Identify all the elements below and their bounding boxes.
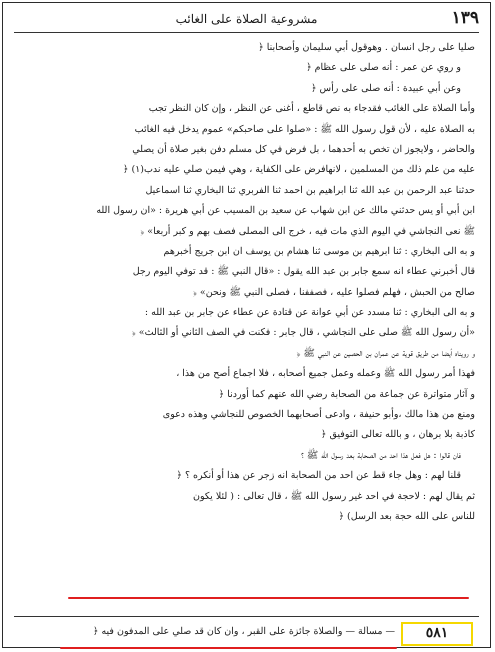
red-underline-mark-footer <box>60 647 397 649</box>
page-number: ١٣٩ <box>451 8 479 28</box>
text-line: وأما الصلاة على الغائب فقدجاء به نص قاطع ، أغنى عن النظر ، وإن كان النظر تجب <box>148 103 475 115</box>
text-line: ومنع من هذا مالك ،وأبو حنيفة ، وادعى أصحابهما الخصوص للنجاشي وهذه دعوى <box>162 409 475 421</box>
issue-heading: — مسألة — والصلاة جائزة على القبر ، وان كان قد صلي على المدفون فيه ﴿ <box>92 626 395 637</box>
text-line: عليه من علم ذلك من المسلمين ، لانهافرض على الكفاية ، وهي فيمن صلي عليه ندب(١) ﴿ <box>122 164 475 176</box>
issue-number-box: ٥٨١ <box>401 622 473 646</box>
header-rule <box>14 32 479 33</box>
text-line: و روي عن عمر : أنه صلى على عظام ﴿ <box>306 62 461 74</box>
body-text <box>18 38 475 527</box>
text-line: فهذا أمر رسول الله ﷺ وعمله وعمل جميع أصحابه ، فلا اجماع أصح من هذا ، <box>176 368 475 380</box>
issue-row <box>14 622 479 646</box>
text-line: و آثار متواترة عن جماعة من الصحابة رضي الله عنهم كما أوردنا ﴿ <box>218 388 475 400</box>
text-line: والحاضر ، ولايجوز ان تخص به أحدهما ، بل فرض في كل مسلم دفن بغير صلاة أن يصلي <box>132 143 475 155</box>
text-line: و رويناه أيضا من طريق قوية عن عمران بن الحصين عن النبي ﷺ ﴿ <box>296 347 475 359</box>
text-line: فان قالوا : هل فعل هذا احد من الصحابة بعد رسول الله ﷺ ؟ <box>301 449 461 461</box>
text-line: للناس على الله حجة بعد الرسل) ﴿ <box>338 510 475 522</box>
text-line: ﷺ نعى النجاشي في اليوم الذي مات فيه ، خرج الى المصلى فصف بهم و كبر أربعا» ﴿ <box>140 225 475 237</box>
text-line-underlined: ثم يقال لهم : لاحجة في احد غير رسول الله ﷺ ، قال تعالى : ( لئلا يكون <box>193 490 475 502</box>
footer-rule <box>14 616 479 617</box>
text-line: وعن أبي عبيدة : أنه صلى على رأس ﴿ <box>310 82 461 94</box>
text-line: «أن رسول الله ﷺ صلى على النجاشي ، قال جابر : فكنت في الصف الثاني أو الثالث» ﴿ <box>131 327 475 339</box>
text-line: و به الى البخاري : ثنا ابرهيم بن موسى ثنا هشام بن يوسف ان ابن جريج أخبرهم <box>163 245 475 257</box>
text-line: قلنا لهم : وهل جاء قط عن احد من الصحابة انه زجر عن هذا أو أنكره ؟ ﴿ <box>176 470 461 482</box>
text-line: حدثنا عبد الرحمن بن عبد الله ثنا ابراهيم بن احمد ثنا الفربري ثنا البخاري ثنا اسماعيل <box>145 184 475 196</box>
text-line: صالح من الحبش ، فهلم فصلوا عليه ، فصففنا ، فصلى النبي ﷺ ونحن» ﴿ <box>192 286 475 298</box>
text-line: ابن أبي أو يس حدثني مالك عن ابن شهاب عن سعيد بن المسيب عن أبي هريرة : «ان رسول الله <box>96 205 475 217</box>
text-line: به الصلاة عليه ، لأن قول رسول الله ﷺ : «صلوا على صاحبكم» عموم يدخل فيه الغائب <box>134 123 475 135</box>
text-line: كاذبة بلا برهان ، و بالله تعالى التوفيق ﴿ <box>320 429 475 441</box>
red-underline-mark <box>68 597 469 599</box>
page-header <box>14 10 479 32</box>
text-line: قال أخبرني عطاء انه سمع جابر بن عبد الله يقول : «قال النبي ﷺ : قد توفي اليوم رجل <box>132 266 475 278</box>
text-line: و به الى البخاري : ثنا مسدد عن أبي عوانة عن قتادة عن عطاء عن جابر بن عبد الله : <box>144 307 475 319</box>
text-line: صليا على رجل انسان . وهوقول أبي سليمان وأصحابنا ﴿ <box>258 42 475 53</box>
running-title: مشروعية الصلاة على الغائب <box>175 12 318 26</box>
